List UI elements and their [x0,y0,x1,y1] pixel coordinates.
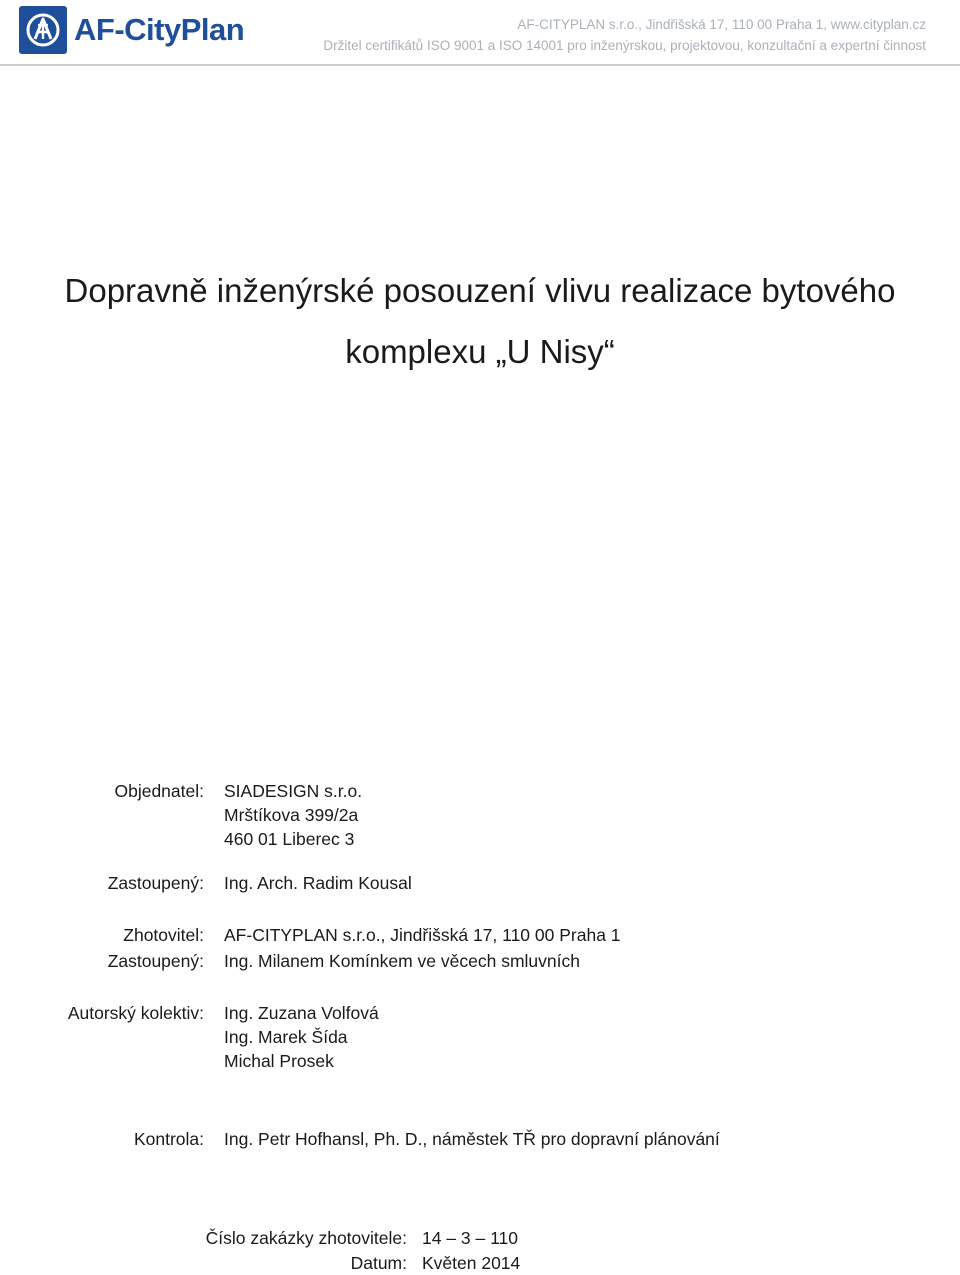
datum-label: Datum: [350,1253,407,1273]
document-title-line-2: komplexu „U Nisy“ [345,333,615,370]
page-header [0,0,960,66]
zastoupeny-value-1: Ing. Arch. Radim Kousal [224,873,412,893]
objednatel-street: Mrštíkova 399/2a [224,805,359,825]
kontrola-value: Ing. Petr Hofhansl, Ph. D., náměstek TŘ pro dopravní plánování [224,1129,720,1149]
zhotovitel-value: AF-CITYPLAN s.r.o., Jindřišská 17, 110 00 Praha 1 [224,925,621,945]
certification-note: Držitel certifikátů ISO 9001 a ISO 14001 pro inženýrskou, projektovou, konzultační a expertní činnost [323,38,926,53]
kolektiv-member: Michal Prosek [224,1051,334,1071]
zakazka-label: Číslo zakázky zhotovitele: [205,1228,407,1248]
header-info [323,14,926,56]
zakazka-value: 14 – 3 – 110 [422,1228,519,1248]
objednatel-name: SIADESIGN s.r.o. [224,781,363,801]
kontrola-label: Kontrola: [133,1129,204,1149]
kolektiv-member: Ing. Zuzana Volfová [224,1003,379,1023]
zastoupeny-label-2: Zastoupený: [107,951,204,971]
company-address: AF-CITYPLAN s.r.o., Jindřišská 17, 110 00 Praha 1, www.cityplan.cz [517,17,926,32]
zhotovitel-label: Zhotovitel: [123,925,204,945]
kolektiv-member: Ing. Marek Šída [224,1027,348,1047]
datum-value: Květen 2014 [422,1253,521,1273]
objednatel-label: Objednatel: [114,781,204,801]
document-title-line-1: Dopravně inženýrské posouzení vlivu realizace bytového [64,272,896,309]
af-logo-icon [19,6,67,54]
header-divider [0,64,960,66]
zastoupeny-value-2: Ing. Milanem Komínkem ve věcech smluvních [224,951,580,971]
logo-text: AF-CityPlan [74,12,245,47]
zastoupeny-label-1: Zastoupený: [107,873,204,893]
company-logo [19,6,244,54]
kolektiv-label: Autorský kolektiv: [67,1003,204,1023]
objednatel-city: 460 01 Liberec 3 [224,829,355,849]
